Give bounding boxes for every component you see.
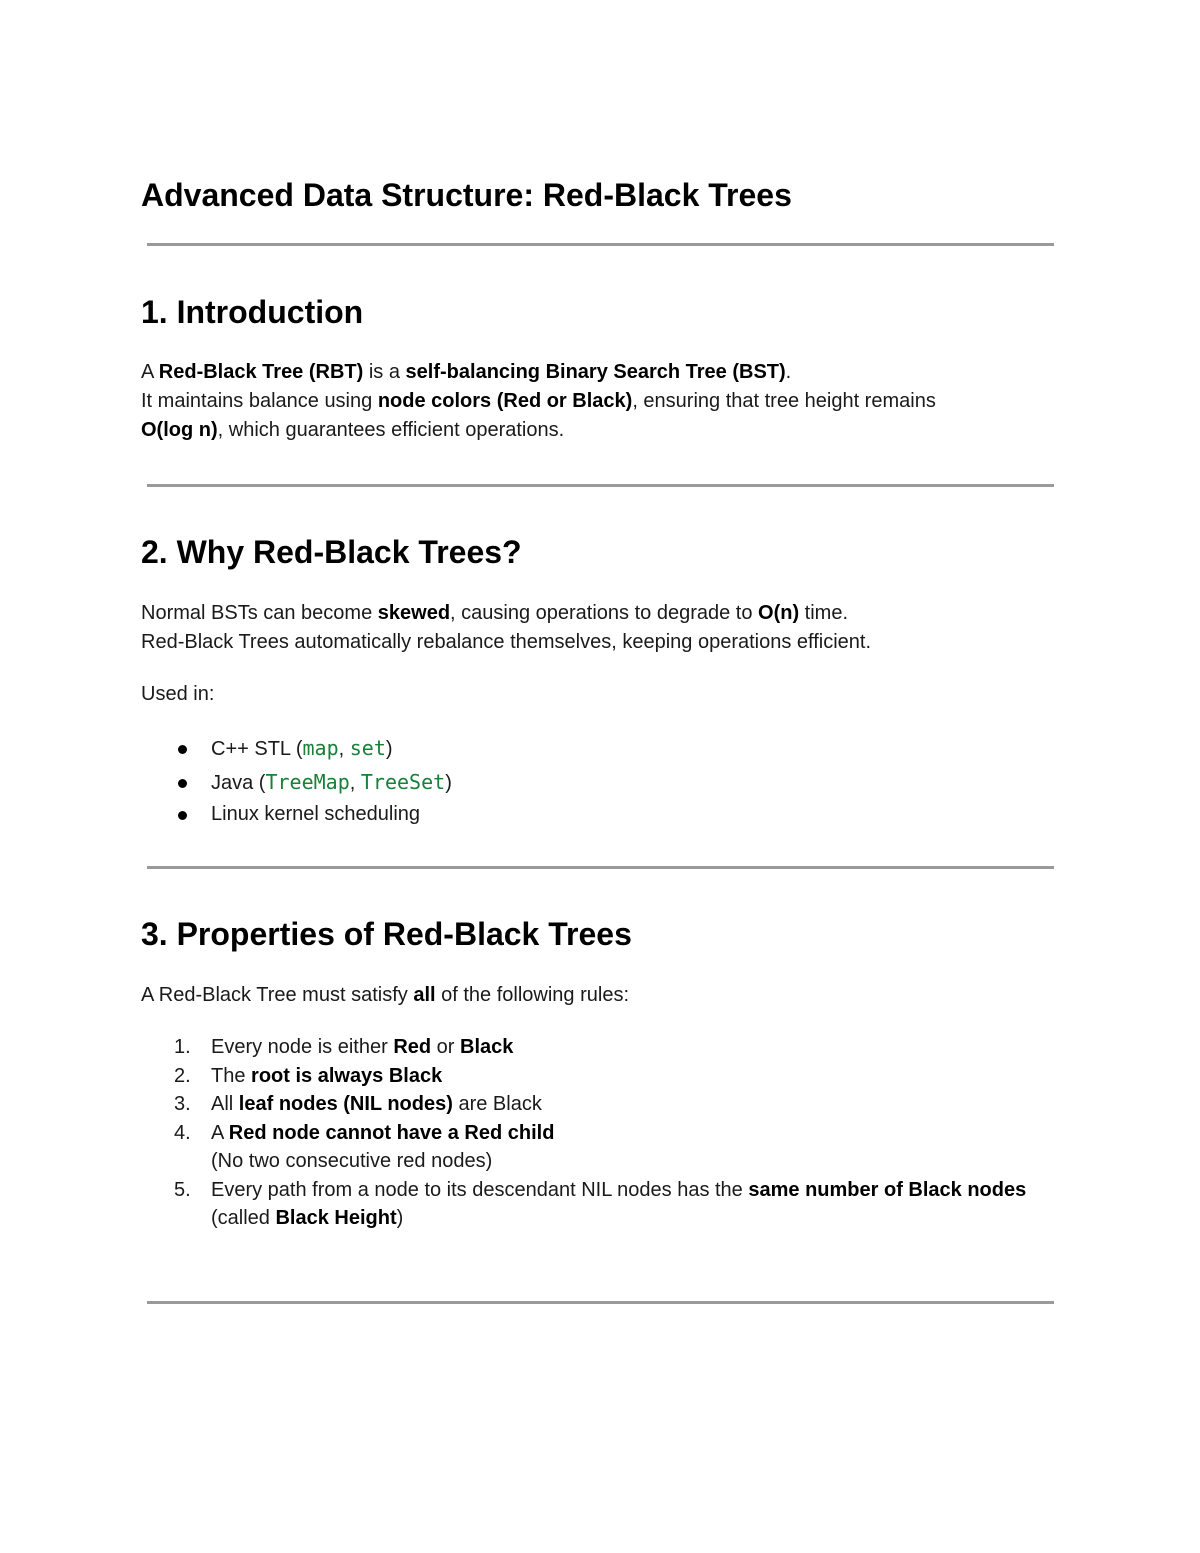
- code-treeset: TreeSet: [360, 769, 446, 794]
- rule-note: (No two consecutive red nodes): [211, 1150, 493, 1172]
- section-heading-introduction: 1. Introduction: [141, 294, 364, 330]
- bullet-icon: [178, 811, 187, 820]
- term-on: O(n): [758, 602, 800, 624]
- list-item: 4. A Red node cannot have a Red child (No two consecutive red nodes): [141, 1119, 1061, 1176]
- code-map: map: [302, 736, 339, 760]
- section-heading-why: 2. Why Red-Black Trees?: [141, 534, 522, 570]
- used-in-label: Used in:: [141, 683, 215, 705]
- introduction-paragraph: A Red-Black Tree (RBT) is a self-balancing Binary Search Tree (BST). It maintains balance using node colors (Red or Black), ensuring that tree height remains O(log n), which guarantees efficient operations.: [141, 361, 936, 441]
- rule-note: (called Black Height): [211, 1207, 404, 1229]
- rules-list: [141, 1033, 1061, 1233]
- divider: [147, 484, 1054, 487]
- list-item: Linux kernel scheduling: [141, 800, 1061, 829]
- term-ologn: O(log n): [141, 419, 218, 441]
- term-rbt: Red-Black Tree (RBT): [158, 361, 364, 383]
- list-item: C++ STL (map, set): [141, 734, 1061, 764]
- page-title: Advanced Data Structure: Red-Black Trees: [141, 177, 792, 213]
- bullet-icon: [178, 745, 187, 754]
- term-bst: self-balancing Binary Search Tree (BST): [405, 361, 786, 383]
- list-item: 3. All leaf nodes (NIL nodes) are Black: [141, 1090, 1061, 1119]
- list-number: 4.: [174, 1121, 191, 1144]
- list-number: 1.: [174, 1036, 191, 1058]
- list-number: 3.: [174, 1093, 191, 1115]
- term-all: all: [413, 984, 436, 1006]
- why-paragraph: Normal BSTs can become skewed, causing operations to degrade to O(n) time. Red-Black Trees automatically rebalance themselves, keeping operations efficient.: [141, 602, 872, 653]
- term-node-colors: node colors (Red or Black): [377, 390, 633, 412]
- term-skewed: skewed: [377, 602, 451, 624]
- list-item: 5. Every path from a node to its descendant NIL nodes has the same number of Black nodes (called Black Height): [141, 1176, 1061, 1233]
- section-heading-properties: 3. Properties of Red-Black Trees: [141, 916, 632, 952]
- divider: [147, 243, 1054, 246]
- code-set: set: [349, 736, 386, 760]
- code-treemap: TreeMap: [265, 769, 350, 794]
- list-number: 2.: [174, 1064, 191, 1087]
- divider: [147, 866, 1054, 869]
- list-item: 2. The root is always Black: [141, 1062, 1061, 1091]
- used-in-list: [141, 734, 1061, 829]
- list-item: 1. Every node is either Red or Black: [141, 1033, 1061, 1062]
- divider: [147, 1301, 1054, 1304]
- bullet-icon: [178, 779, 187, 788]
- list-item: Java (TreeMap, TreeSet): [141, 768, 1061, 798]
- list-number: 5.: [174, 1178, 191, 1201]
- properties-intro: A Red-Black Tree must satisfy all of the following rules:: [141, 984, 630, 1006]
